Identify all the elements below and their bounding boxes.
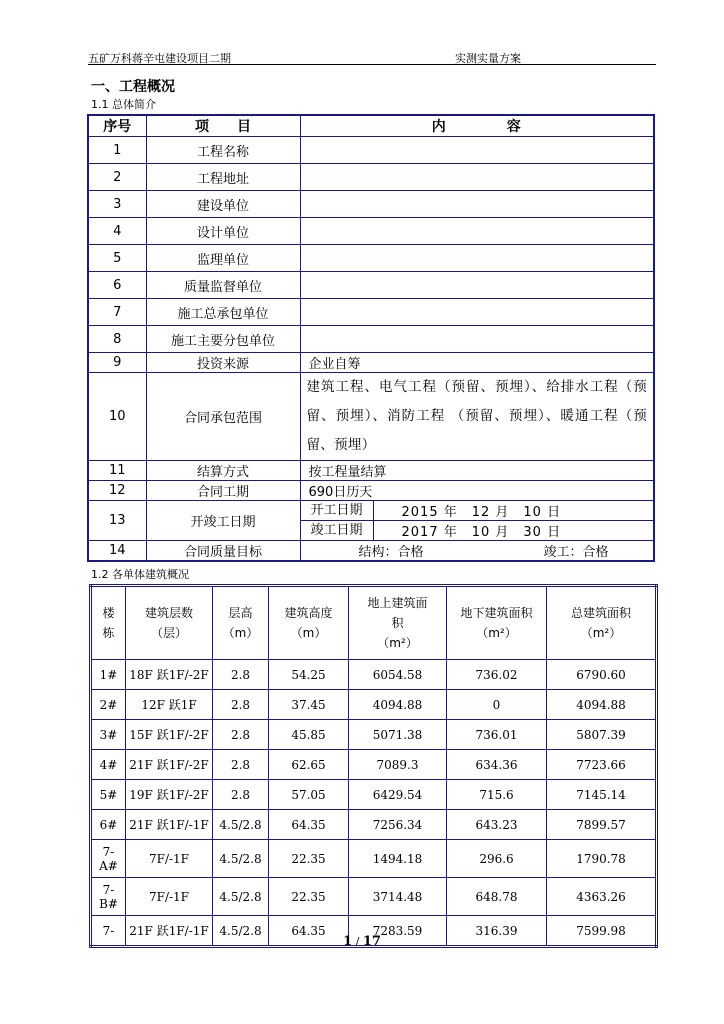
overview-no: 6 (88, 272, 146, 299)
building-row (91, 690, 657, 720)
floor-height: 4.5/2.8 (213, 840, 269, 878)
overview-no: 14 (88, 541, 146, 562)
total-area: 7599.98 (547, 916, 657, 947)
total-area: 7145.14 (547, 780, 657, 810)
height: 64.35 (269, 810, 349, 840)
overview-dates-cell (300, 501, 654, 541)
building-row (91, 840, 657, 878)
overview-item: 结算方式 (146, 461, 300, 481)
overview-content (300, 191, 654, 218)
below-area: 648.78 (447, 878, 547, 916)
building-id: 3# (91, 720, 126, 750)
header-height: 建筑高度 （m） (269, 586, 349, 660)
page-footer: 1 / 17 (343, 934, 381, 949)
overview-no: 2 (88, 164, 146, 191)
overview-content (300, 245, 654, 272)
above-area: 5071.38 (349, 720, 447, 750)
below-area: 0 (447, 690, 547, 720)
above-area: 7089.3 (349, 750, 447, 780)
overview-item: 施工主要分包单位 (146, 326, 300, 353)
overview-item: 工程地址 (146, 164, 300, 191)
overview-content (300, 299, 654, 326)
overview-item: 施工总承包单位 (146, 299, 300, 326)
overview-no: 12 (88, 481, 146, 501)
floors: 18F 跃1F/-2F (126, 660, 213, 690)
building-row (91, 750, 657, 780)
floor-height: 4.5/2.8 (213, 810, 269, 840)
overview-row (88, 191, 654, 218)
overview-content (300, 218, 654, 245)
overview-item: 工程名称 (146, 137, 300, 164)
section-title: 一、工程概况 (91, 79, 175, 95)
floor-height: 2.8 (213, 720, 269, 750)
height: 22.35 (269, 878, 349, 916)
building-id: 5# (91, 780, 126, 810)
overview-row (88, 272, 654, 299)
overview-row (88, 353, 654, 373)
overview-content: 按工程量结算 (300, 461, 654, 481)
above-area: 1494.18 (349, 840, 447, 878)
floor-height: 2.8 (213, 780, 269, 810)
overview-no: 1 (88, 137, 146, 164)
overview-content: 建筑工程、电气工程（预留、预埋）、给排水工程（预留、预埋）、消防工程 （预留、预埋）、暖通工程（预留、预埋） (300, 373, 654, 461)
header-total-area: 总建筑面积 （m²） (547, 586, 657, 660)
height: 37.45 (269, 690, 349, 720)
overview-row (88, 164, 654, 191)
below-area: 643.23 (447, 810, 547, 840)
header-above-area: 地上建筑面 积 （m²） (349, 586, 447, 660)
overview-quality-cell (300, 541, 654, 562)
overview-row (88, 137, 654, 164)
header-below-area: 地下建筑面积 （m²） (447, 586, 547, 660)
total-area: 4094.88 (547, 690, 657, 720)
end-date-label: 竣工日期 (301, 521, 374, 540)
overview-content (300, 137, 654, 164)
floors: 21F 跃1F/-1F (126, 810, 213, 840)
buildings-table (89, 584, 658, 948)
header-no: 序号 (88, 115, 146, 137)
overview-content (300, 272, 654, 299)
below-area: 715.6 (447, 780, 547, 810)
total-area: 5807.39 (547, 720, 657, 750)
building-id: 7- A# (91, 840, 126, 878)
subsection-title-buildings: 1.2 各单体建筑概况 (91, 568, 189, 581)
quality-completion: 竣工：合格 (543, 545, 609, 560)
header-floor-height: 层高 （m） (213, 586, 269, 660)
building-row (91, 660, 657, 690)
overview-row (88, 326, 654, 353)
overview-row (88, 245, 654, 272)
height: 62.65 (269, 750, 349, 780)
total-area: 7899.57 (547, 810, 657, 840)
building-id: 7- B# (91, 878, 126, 916)
overview-item: 开竣工日期 (146, 501, 300, 541)
floor-height: 4.5/2.8 (213, 878, 269, 916)
above-area: 4094.88 (349, 690, 447, 720)
building-id: 2# (91, 690, 126, 720)
overview-row (88, 299, 654, 326)
building-id: 1# (91, 660, 126, 690)
overview-row-dates (88, 501, 654, 541)
total-area: 1790.78 (547, 840, 657, 878)
header-content: 内 容 (300, 115, 654, 137)
start-date-value: 2015 年 12 月 10 日 (401, 505, 562, 520)
above-area: 6429.54 (349, 780, 447, 810)
header-item: 项 目 (146, 115, 300, 137)
floors: 19F 跃1F/-2F (126, 780, 213, 810)
header-doc-title: 实测实量方案 (455, 52, 521, 65)
overview-item: 投资来源 (146, 353, 300, 373)
building-id: 7- (91, 916, 126, 947)
overview-row (88, 461, 654, 481)
overview-item: 合同质量目标 (146, 541, 300, 562)
overview-no: 9 (88, 353, 146, 373)
floor-height: 4.5/2.8 (213, 916, 269, 947)
floors: 7F/-1F (126, 878, 213, 916)
end-date-value: 2017 年 10 月 30 日 (401, 525, 562, 540)
page-total: 17 (362, 934, 381, 949)
building-row (91, 878, 657, 916)
above-area: 7256.34 (349, 810, 447, 840)
total-area: 6790.60 (547, 660, 657, 690)
overview-no: 7 (88, 299, 146, 326)
below-area: 736.01 (447, 720, 547, 750)
overview-row (88, 481, 654, 501)
overview-content (300, 326, 654, 353)
building-id: 6# (91, 810, 126, 840)
overview-no: 11 (88, 461, 146, 481)
overview-row (88, 218, 654, 245)
height: 54.25 (269, 660, 349, 690)
below-area: 316.39 (447, 916, 547, 947)
header-floors: 建筑层数 （层） (126, 586, 213, 660)
overview-content (300, 164, 654, 191)
floor-height: 2.8 (213, 690, 269, 720)
page-header (88, 50, 656, 65)
overview-content: 企业自筹 (300, 353, 654, 373)
buildings-header-row (91, 586, 657, 660)
start-date-label: 开工日期 (301, 501, 374, 520)
total-area: 7723.66 (547, 750, 657, 780)
building-row (91, 810, 657, 840)
page-number: 1 (343, 934, 353, 949)
above-area: 6054.58 (349, 660, 447, 690)
above-area: 7283.59 (349, 916, 447, 947)
floors: 21F 跃1F/-2F (126, 750, 213, 780)
overview-no: 8 (88, 326, 146, 353)
overview-item: 合同承包范围 (146, 373, 300, 461)
overview-item: 合同工期 (146, 481, 300, 501)
header-building: 楼 栋 (91, 586, 126, 660)
overview-row-quality (88, 541, 654, 562)
height: 64.35 (269, 916, 349, 947)
overview-header-row (88, 115, 654, 137)
subsection-title-overview: 1.1 总体简介 (91, 98, 156, 111)
below-area: 634.36 (447, 750, 547, 780)
overview-table (87, 114, 655, 562)
overview-no: 3 (88, 191, 146, 218)
floors: 7F/-1F (126, 840, 213, 878)
floors: 12F 跃1F (126, 690, 213, 720)
height: 22.35 (269, 840, 349, 878)
overview-row (88, 373, 654, 461)
overview-item: 质量监督单位 (146, 272, 300, 299)
floors: 21F 跃1F/-1F (126, 916, 213, 947)
building-id: 4# (91, 750, 126, 780)
above-area: 3714.48 (349, 878, 447, 916)
floor-height: 2.8 (213, 750, 269, 780)
below-area: 736.02 (447, 660, 547, 690)
height: 57.05 (269, 780, 349, 810)
floor-height: 2.8 (213, 660, 269, 690)
overview-item: 监理单位 (146, 245, 300, 272)
below-area: 296.6 (447, 840, 547, 878)
floors: 15F 跃1F/-2F (126, 720, 213, 750)
quality-structure: 结构：合格 (358, 545, 424, 560)
overview-no: 4 (88, 218, 146, 245)
overview-content: 690日历天 (300, 481, 654, 501)
total-area: 4363.26 (547, 878, 657, 916)
building-row (91, 780, 657, 810)
header-project-name: 五矿万科蒋辛屯建设项目二期 (88, 52, 231, 65)
building-row (91, 720, 657, 750)
overview-no: 10 (88, 373, 146, 461)
overview-no: 5 (88, 245, 146, 272)
overview-no: 13 (88, 501, 146, 541)
overview-item: 设计单位 (146, 218, 300, 245)
overview-item: 建设单位 (146, 191, 300, 218)
height: 45.85 (269, 720, 349, 750)
